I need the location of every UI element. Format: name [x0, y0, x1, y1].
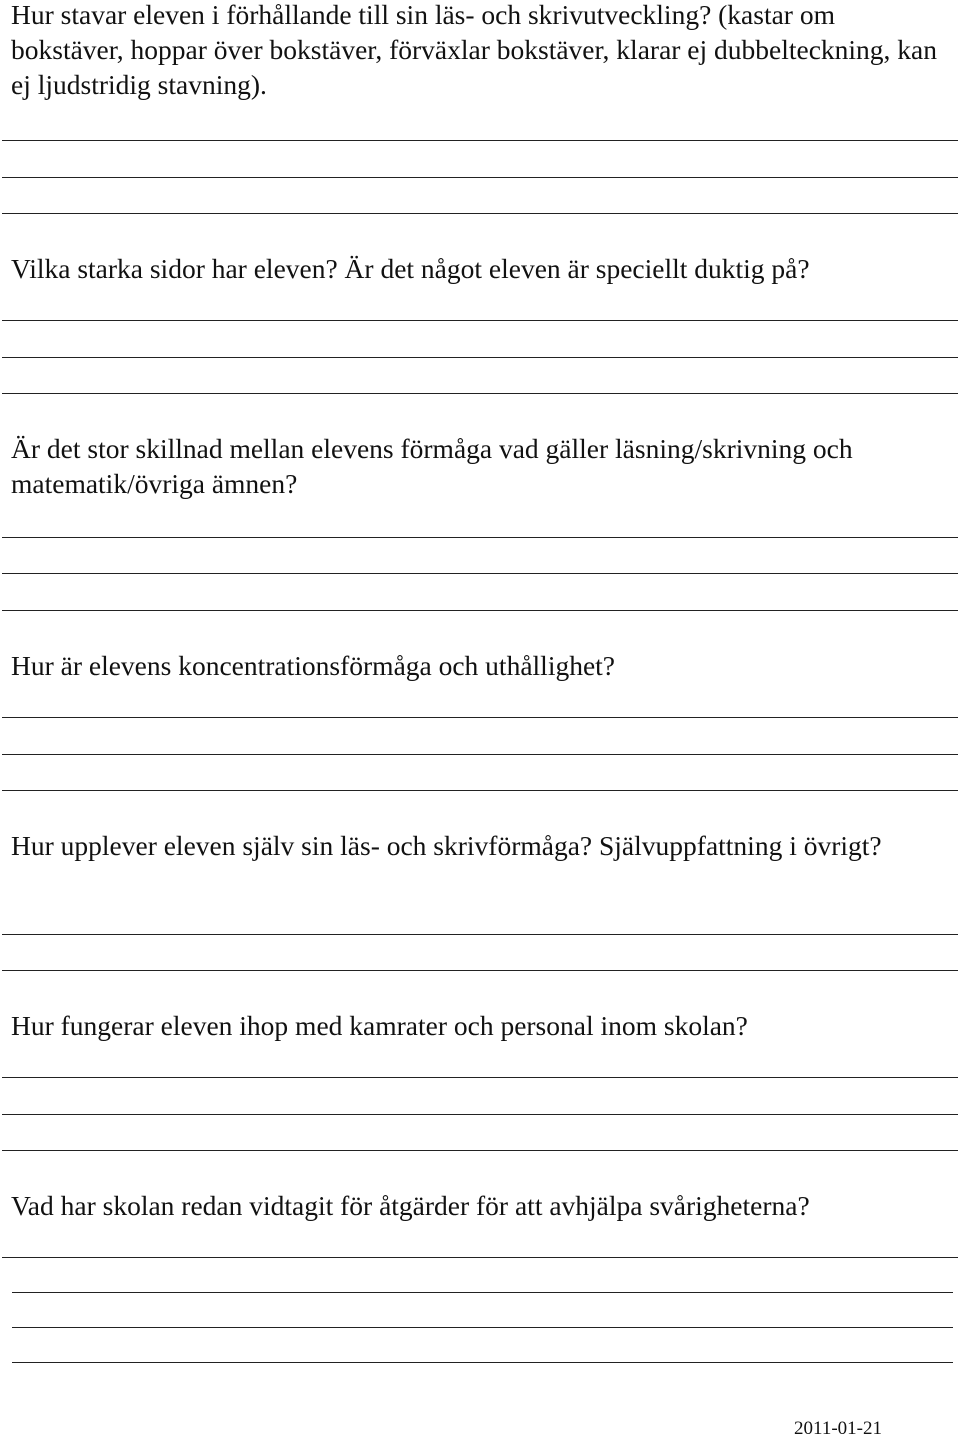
answer-line[interactable]	[2, 320, 958, 321]
answer-line[interactable]	[2, 970, 958, 971]
answer-line[interactable]	[2, 717, 958, 718]
answer-line[interactable]	[2, 1150, 958, 1151]
answer-line[interactable]	[12, 1292, 953, 1293]
answer-line[interactable]	[2, 754, 958, 755]
question-concentration: Hur är elevens koncentrationsförmåga och uthållighet?	[11, 650, 616, 681]
answer-line[interactable]	[2, 177, 958, 178]
document-date: 2011-01-21	[794, 1418, 882, 1439]
answer-line[interactable]	[2, 140, 958, 141]
answer-line[interactable]	[2, 357, 958, 358]
question-social: Hur fungerar eleven ihop med kamrater och personal inom skolan?	[11, 1010, 748, 1041]
question-spelling: Hur stavar eleven i förhållande till sin läs- och skrivutveckling? (kastar om bokstäver, hoppar över bokstäver, förväxlar bokstäver, klarar ej dubbelteckning, kan ej ljudstridig stavning).	[11, 0, 938, 100]
answer-line[interactable]	[2, 790, 958, 791]
question-self-perception: Hur upplever eleven själv sin läs- och skrivförmåga? Självuppfattning i övrigt?	[11, 830, 882, 861]
answer-line[interactable]	[12, 1362, 953, 1363]
answer-line[interactable]	[2, 537, 958, 538]
answer-line[interactable]	[12, 1327, 953, 1328]
answer-line[interactable]	[2, 1114, 958, 1115]
answer-line[interactable]	[2, 934, 958, 935]
answer-line[interactable]	[2, 1077, 958, 1078]
question-ability-difference: Är det stor skillnad mellan elevens förmåga vad gäller läsning/skrivning och matematik/övriga ämnen?	[11, 433, 853, 499]
answer-line[interactable]	[2, 1257, 958, 1258]
question-measures: Vad har skolan redan vidtagit för åtgärder för att avhjälpa svårigheterna?	[11, 1190, 810, 1221]
answer-line[interactable]	[2, 213, 958, 214]
question-strengths: Vilka starka sidor har eleven? Är det något eleven är speciellt duktig på?	[11, 253, 810, 284]
answer-line[interactable]	[2, 573, 958, 574]
answer-line[interactable]	[2, 610, 958, 611]
answer-line[interactable]	[2, 393, 958, 394]
